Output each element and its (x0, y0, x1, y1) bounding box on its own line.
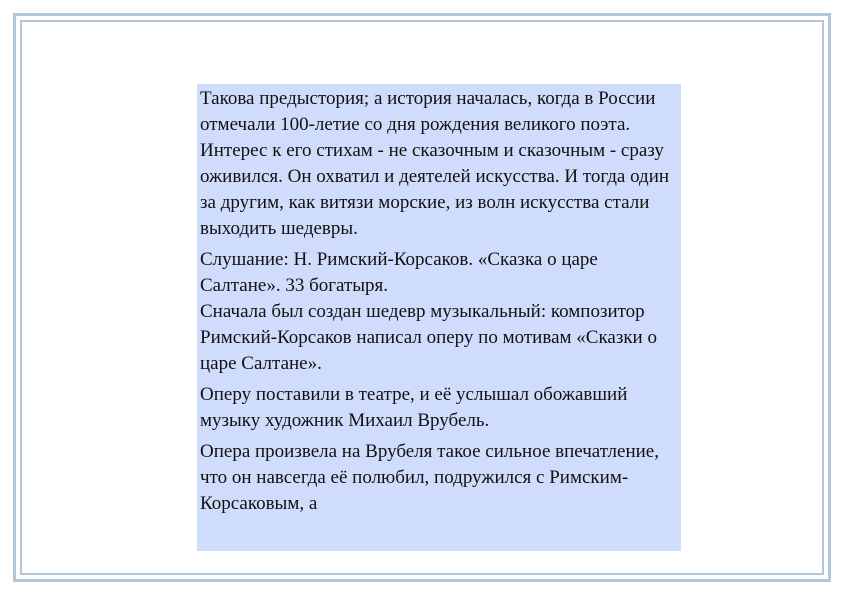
text-box (197, 84, 681, 551)
paragraph-vrubel: Опера произвела на Врубеля такое сильное впечатление, что он навсегда её полюбил, подружился с Римским-Корсаковым, а (200, 441, 659, 514)
paragraph-theatre: Оперу поставили в театре, и её услышал обожавший музыку художник Михаил Врубель. (200, 384, 628, 431)
paragraph-listening: Слушание: Н. Римский-Корсаков. «Сказка о царе Салтане». 33 богатыря. (200, 249, 598, 296)
paragraph-intro: Такова предыстория; а история началась, когда в России отмечали 100-летие со дня рождения великого поэта. Интерес к его стихам - не сказочным и сказочным - сразу оживился. Он охватил и деятелей искусства. И тогда один за другим, как витязи морские, из волн искусства стали выходить шедевры. (200, 88, 670, 239)
paragraph-opera: Сначала был создан шедевр музыкальный: композитор Римский-Корсаков написал оперу по мотивам «Сказки о царе Салтане». (200, 301, 657, 374)
